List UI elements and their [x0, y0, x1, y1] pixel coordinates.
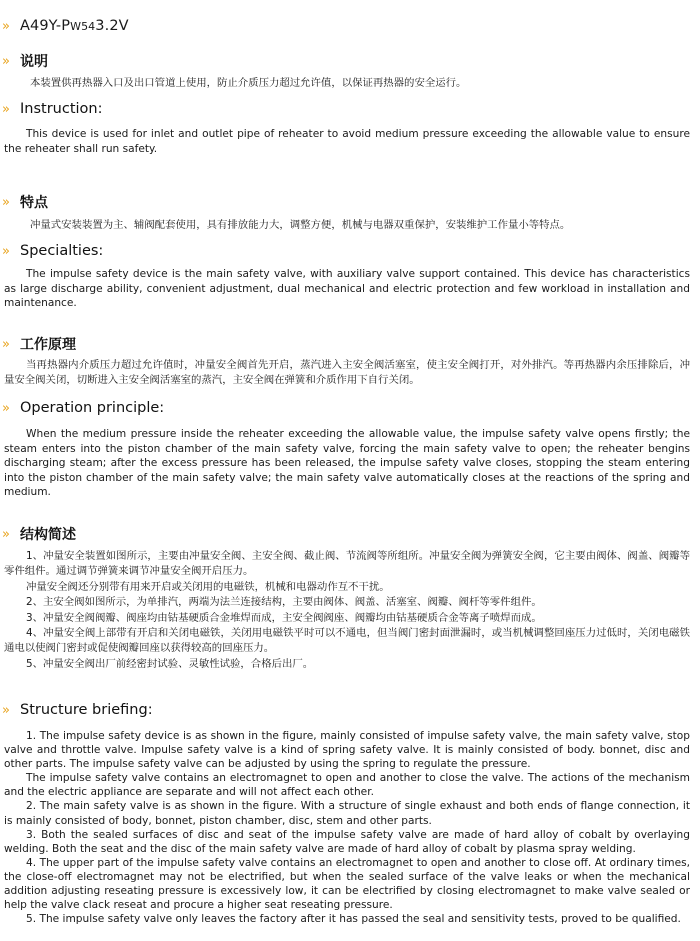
- features-cn-text: 冲量式安装装置为主、辅阀配套使用，具有排放能力大，调整方便，机械与电器双重保护，安装维护工作量小等特点。: [30, 219, 571, 231]
- double-chevron-icon: »: [2, 336, 7, 352]
- structure-list: [0, 729, 700, 926]
- list-item: 5、冲量安全阀出厂前经密封试验、灵敏性试验，合格后出厂。: [26, 657, 314, 670]
- section-heading-principle-cn: » 工作原理: [2, 336, 76, 353]
- list-item: 3、冲量安全阀阀瓣、阀座均由钴基硬质合金堆焊而成，主安全阀阀座、阀瓣均由钴基硬质合金等离子喷焊而成。: [26, 611, 542, 624]
- model-heading: [2, 18, 129, 34]
- principle-cn-text: 当再热器内介质压力超过允许值时，冲量安全阀首先开启，蒸汽进入主安全阀活塞室，使主安全阀打开，对外排汽。等再热器内余压排除后，冲量安全阀关闭，切断进入主安全阀活塞室的蒸汽，主安全阀在弹簧和介质作用下自行关闭。: [4, 359, 690, 387]
- list-item: 2、主安全阀如图所示，为单排汽，两端为法兰连接结构，主要由阀体、阀盖、活塞室、阀瓣、阀杆等零件组件。: [26, 596, 542, 609]
- list-item: 1. The impulse safety device is as shown in the figure, mainly consisted of impulse safety valve, the main safety valve, stop valve and throttle valve. Impulse safety valve is a kind of spring safety valve. It is mainly consisted of body. bonnet, disc and other parts. The impulse safety valve can be adjusted by using the spring to regulate the pressure.: [4, 730, 690, 771]
- list-item: 3. Both the sealed surfaces of disc and seat of the impulse safety valve are made of hard alloy of cobalt by overlaying welding. Both the seat and the disc of the main safety valve are made of hard alloy of cobalt by plasma spray welding.: [4, 828, 690, 855]
- double-chevron-icon: »: [2, 18, 7, 34]
- section-heading-specialties: » Specialties:: [2, 243, 104, 259]
- section-heading-desc-cn: » 说明: [2, 53, 48, 70]
- instruction-text: This device is used for inlet and outlet pipe of reheater to avoid medium pressure exceeding the allowable value to ensure the reheater shall run safety.: [4, 128, 690, 155]
- list-item: 冲量安全阀还分别带有用来开启或关闭用的电磁铁，机械和电器动作互不干扰。: [26, 580, 390, 593]
- double-chevron-icon: »: [2, 53, 7, 69]
- desc-cn-text: 本装置供再热器入口及出口管道上使用，防止介质压力超过允许值，以保证再热器的安全运行。: [30, 77, 467, 89]
- section-heading-features-cn: » 特点: [2, 194, 48, 211]
- list-item: The impulse safety valve contains an electromagnet to open and another to close the valve. The actions of the mechanism and the electric appliance are separate and will not affect each other.: [4, 772, 690, 799]
- operation-text: When the medium pressure inside the reheater exceeding the allowable value, the impulse safety valve opens firstly; the steam enters into the piston chamber of the main safety valve, forcing the main safety valve to open; the reheater bengins discharging steam; after the excess pressure has been released, the impulse safety valve closes, stopping the steam entering into the piston chamber of the main safety valve; the main safety valve automatically closes at the reactions of the spring and medium.: [4, 428, 690, 499]
- double-chevron-icon: »: [2, 702, 7, 718]
- specialties-text: The impulse safety device is the main safety valve, with auxiliary valve support contained. This device has characteristics as large discharge ability, convenient adjustment, dual mechanical and electric protection and few workload in installation and maintenance.: [4, 268, 690, 310]
- list-item: 1、冲量安全装置如图所示，主要由冲量安全阀、主安全阀、截止阀、节流阀等所组所。冲量安全阀为弹簧安全阀，它主要由阀体、阀盖、阀瓣等零件组件。通过调节弹簧来调节冲量安全阀开启压力。: [4, 550, 690, 578]
- section-heading-instruction: » Instruction:: [2, 101, 103, 117]
- double-chevron-icon: »: [2, 194, 7, 210]
- double-chevron-icon: »: [2, 101, 7, 117]
- list-item: 4、冲量安全阀上部带有开启和关闭电磁铁，关闭用电磁铁平时可以不通电，但当阀门密封面泄漏时，或当机械调整回座压力过低时，关闭电磁铁通电以使阀门密封或促使阀瓣回座以获得较高的回座压力。: [4, 627, 690, 655]
- list-item: 4. The upper part of the impulse safety valve contains an electromagnet to open and another to close off. At ordinary times, the close-off electromagnet may not be electrified, but when the sealed surface of the valve leaks or when the mechanical addition adjusting reseating pressure is excessively low, it can be electrified by closing electromagnet to make valve sealed or help the valve clack reseat and procure a higher seat reseating pressure.: [4, 856, 690, 912]
- list-item: 2. The main safety valve is as shown in the figure. With a structure of single exhaust and both ends of flange connection, it is mainly consisted of body, bonnet, piston chamber, disc, stem and other parts.: [4, 800, 690, 827]
- structure-cn-list: [0, 549, 700, 672]
- double-chevron-icon: »: [2, 526, 7, 542]
- section-heading-operation: » Operation principle:: [2, 400, 165, 416]
- section-heading-structure-cn: » 结构简述: [2, 526, 76, 543]
- model-number: A49Y-PW543.2V: [20, 18, 129, 34]
- double-chevron-icon: »: [2, 243, 7, 259]
- double-chevron-icon: »: [2, 400, 7, 416]
- section-heading-structure: » Structure briefing:: [2, 702, 153, 718]
- list-item: 5. The impulse safety valve only leaves the factory after it has passed the seal and sensitivity tests, proved to be qualified.: [26, 913, 681, 926]
